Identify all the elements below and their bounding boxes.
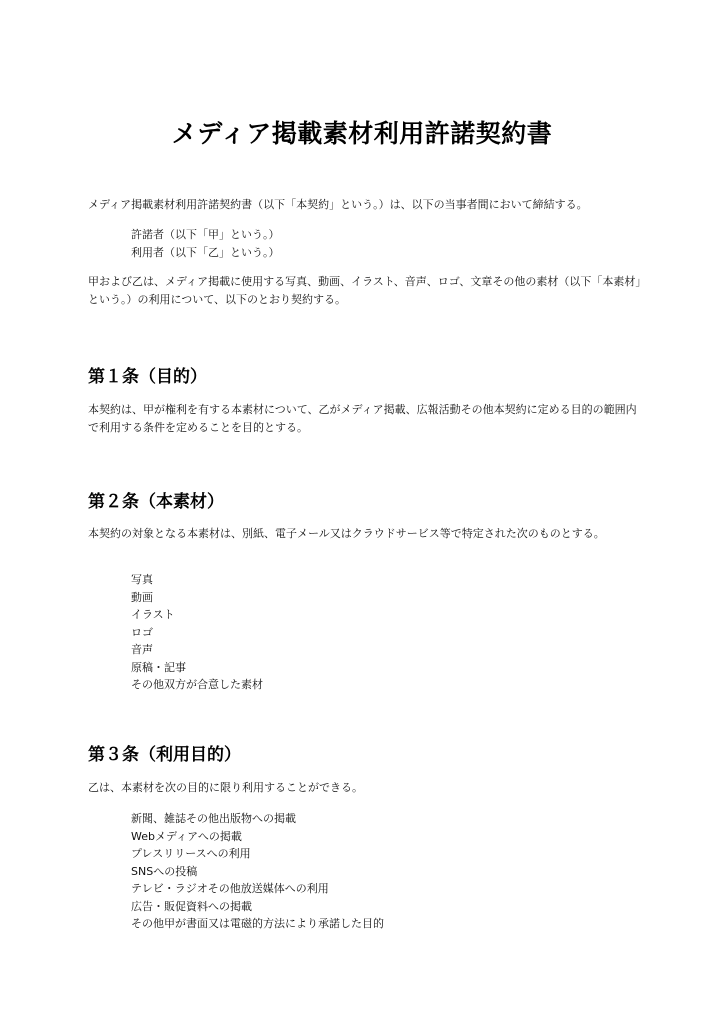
list-item: 音声 — [131, 643, 153, 656]
party-licensee: 利用者（以下「乙」という。） — [131, 245, 280, 259]
list-item: ロゴ — [131, 625, 153, 639]
list-item: SNSへの投稿 — [131, 864, 198, 878]
list-item: イラスト — [131, 608, 175, 621]
article-1-body: 本契約は、甲が権利を有する本素材について、乙がメディア掲載、広報活動その他本契約に定める目的の範囲内で利用する条件を定めることを目的とする。 — [88, 403, 637, 434]
list-item: その他甲が書面又は電磁的方法により承諾した目的 — [131, 917, 384, 930]
article-2-body: 本契約の対象となる本素材は、別紙、電子メール又はクラウドサービス等で特定された次のものとする。 — [88, 527, 605, 540]
list-item: 動画 — [131, 590, 153, 604]
list-item: プレスリリースへの利用 — [131, 847, 251, 860]
intro-paragraph: メディア掲載素材利用許諾契約書（以下「本契約」という。）は、以下の当事者間において締結する。 — [88, 198, 588, 211]
list-item: 広告・販促資料への掲載 — [131, 899, 252, 913]
list-item: 写真 — [131, 573, 153, 586]
article-3-items — [131, 810, 631, 933]
preamble-paragraph: 甲および乙は、メディア掲載に使用する写真、動画、イラスト、音声、ロゴ、文章その他の素材（以下「本素材」という。）の利用について、以下のとおり契約する。 — [88, 275, 641, 306]
list-item: テレビ・ラジオその他放送媒体への利用 — [131, 882, 329, 895]
party-licensor: 許諾者（以下「甲」という。） — [131, 228, 280, 241]
list-item: 原稿・記事 — [131, 660, 186, 674]
list-item: 新聞、雑誌その他出版物への掲載 — [131, 812, 296, 825]
article-2-heading: 第２条（本素材） — [88, 492, 224, 512]
article-3-heading: 第３条（利用目的） — [88, 745, 241, 765]
list-item: Webメディアへの掲載 — [131, 829, 242, 843]
document-title: メディア掲載素材利用許諾契約書 — [171, 119, 553, 148]
article-2-items — [131, 571, 631, 694]
article-1-heading: 第１条（目的） — [88, 367, 207, 387]
parties-list — [131, 226, 631, 261]
article-3-body: 乙は、本素材を次の目的に限り利用することができる。 — [88, 781, 363, 794]
list-item: その他双方が合意した素材 — [131, 678, 263, 691]
